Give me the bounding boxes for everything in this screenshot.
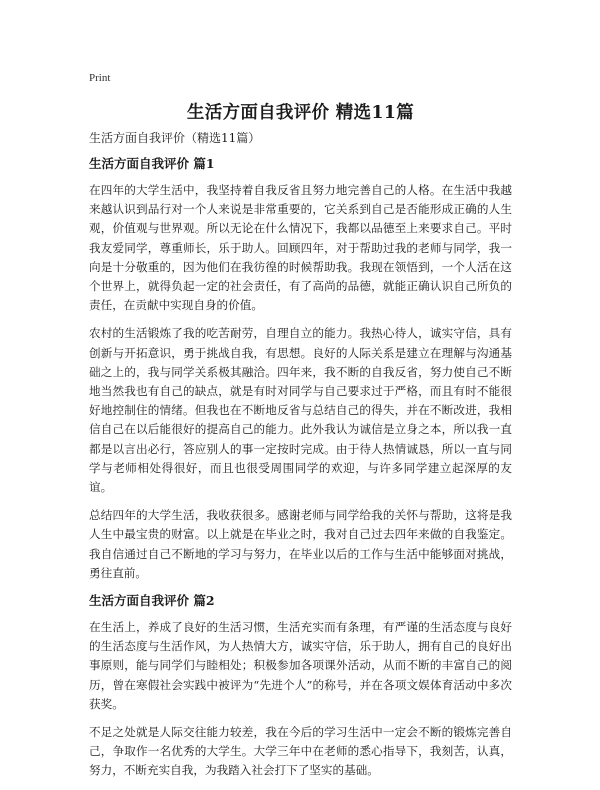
document-title: 生活方面自我评价 精选11篇 — [186, 103, 415, 123]
print-label: Print — [89, 72, 111, 84]
document-body — [89, 129, 512, 790]
paragraph: 不足之处就是人际交往能力较差，我在今后的学习生活中一定会不断的锻炼完善自己，争取作一名优秀的大学生。大学三年中在老师的悉心指导下，我刻苦，认真，努力，不断充实自我，为我踏入社会打下了坚实的基础。 — [89, 725, 512, 778]
paragraph: 在四年的大学生活中，我坚持着自我反省且努力地完善自己的人格。在生活中我越来越认识到品行对一个人来说是非常重要的，它关系到自己是否能形成正确的人生观，价值观与世界观。所以无论在什么情况下，我都以品德至上来要求自己。平时我友爱同学，尊重师长，乐于助人。回顾四年，对于帮助过我的老师与同学，我一向是十分敬重的，因为他们在我彷徨的时候帮助我。我现在领悟到，一个人活在这个世界上，就得负起一定的社会责任，有了高尚的品德，就能正确认识自己所负的责任，在贡献中实现自身的价值。 — [89, 183, 512, 313]
section-heading: 生活方面自我评价 篇2 — [89, 593, 215, 609]
paragraph: 农村的生活锻炼了我的吃苦耐劳，自理自立的能力。我热心待人，诚实守信，具有创新与开拓意识，勇于挑战自我，有思想。良好的人际关系是建立在理解与沟通基础之上的，我与同学关系极其融洽。四年来，我不断的自我反省，努力使自己不断地当然我也有自己的缺点，就是有时对同学与自己要求过于严格，而且有时不能很好地控制住的情绪。但我也在不断地反省与总结自己的得失，并在不断改进，我相信自己在以后能很好的提高自己的能力。此外我认为诚信是立身之本，所以我一直都是以言出必行，答应别人的事一定按时完成。由于待人热情诚恳，所以一直与同学与老师相处得很好，而且也很受周围同学的欢迎，与许多同学建立起深厚的友谊。 — [89, 326, 512, 495]
document-subtitle: 生活方面自我评价（精选11篇） — [89, 131, 261, 145]
paragraph: 在生活上，养成了良好的生活习惯，生活充实而有条理，有严谨的生活态度与良好的生活态度与生活作风，为人热情大方，诚实守信，乐于助人，拥有自己的良好出事原则，能与同学们与睦相处；积极参加各项课外活动，从而不断的丰富自己的阅历，曾在寒假社会实践中被评为“先进个人”的称号，并在各项文娱体育活动中多次获奖。 — [89, 620, 512, 711]
section-2 — [89, 592, 512, 781]
paragraph: 总结四年的大学生活，我收获很多。感谢老师与同学给我的关怀与帮助，这将是我人生中最宝贵的财富。以上就是在毕业之时，我对自己过去四年来做的自我鉴定。我自信通过自己不断地的学习与努力，在毕业以后的工作与生活中能够面对挑战，勇往直前。 — [89, 508, 512, 580]
section-1 — [89, 155, 512, 583]
section-heading: 生活方面自我评价 篇1 — [89, 156, 215, 171]
